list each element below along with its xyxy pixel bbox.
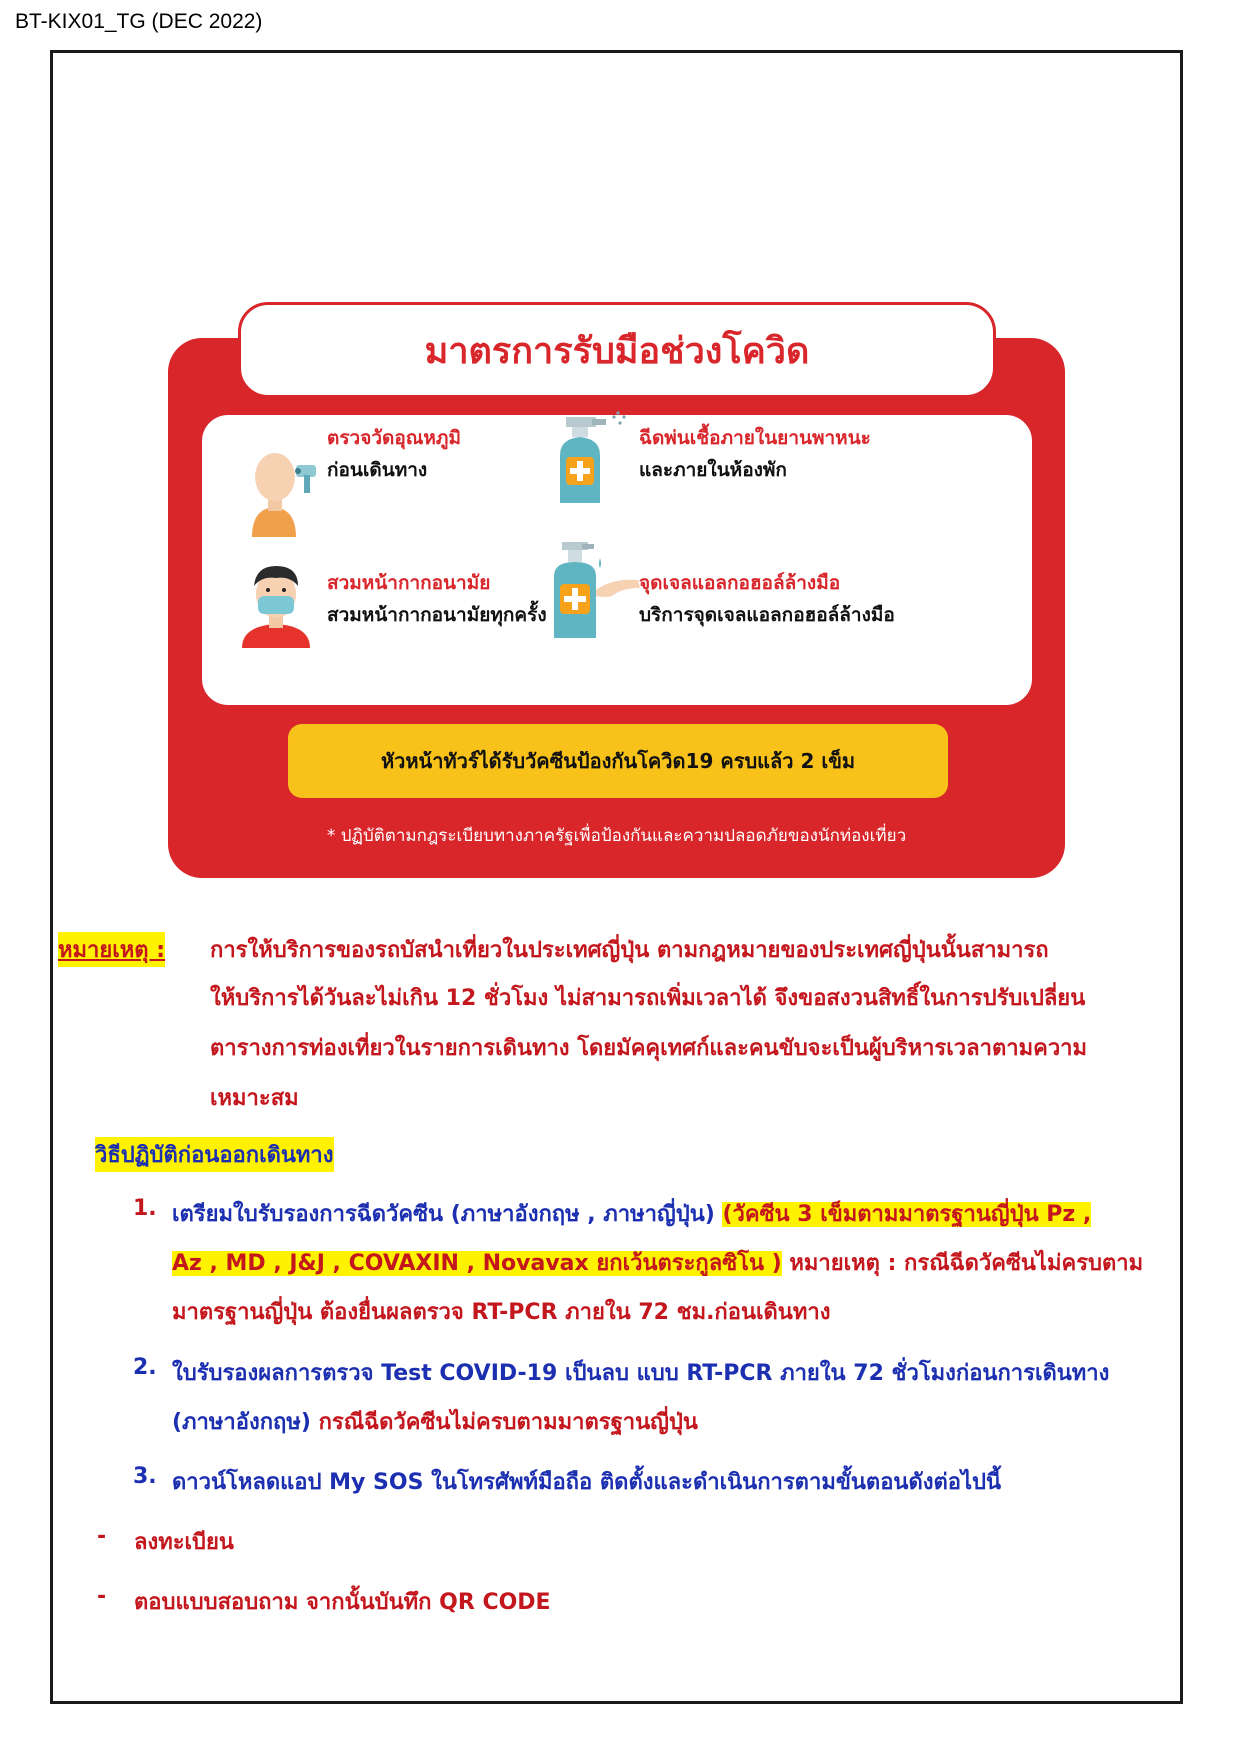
measures-panel	[202, 415, 1032, 705]
step-number: 2.	[133, 1355, 157, 1380]
covid-footnote: * ปฏิบัติตามกฎระเบียบทางภาครัฐเพื่อป้องกันและความปลอดภัยของนักท่องเที่ยว	[326, 826, 907, 846]
hand-sanitizer-icon	[552, 540, 642, 644]
step1-vaccine-highlight-cont: Az , MD , J&J , COVAXIN , Novavax ยกเว้นตระกูลซิโน )	[172, 1251, 782, 1276]
vaccine-banner-text: หัวหน้าทัวร์ได้รับวัคซีนป้องกันโควิด19 ครบแล้ว 2 เข็ม	[380, 749, 856, 773]
step1-remark: หมายเหตุ : กรณีฉีดวัคซีนไม่ครบตาม	[781, 1251, 1144, 1276]
step-number: 3.	[133, 1464, 157, 1489]
step2-language: (ภาษาอังกฤษ)	[172, 1410, 311, 1435]
bullet-dash: -	[97, 1524, 107, 1549]
step-number: 1.	[133, 1196, 157, 1221]
step1-line3: มาตรฐานญี่ปุ่น ต้องยื่นผลตรวจ RT-PCR ภายใน 72 ชม.ก่อนเดินทาง	[172, 1300, 831, 1325]
bullet-dash: -	[97, 1584, 107, 1609]
step1-text: เตรียมใบรับรองการฉีดวัคซีน (ภาษาอังกฤษ , ภาษาญี่ปุ่น)	[172, 1202, 715, 1227]
measure-mask-title: สวมหน้ากากอนามัย	[327, 572, 491, 594]
step2-line1: ใบรับรองผลการตรวจ Test COVID-19 เป็นลบ แบบ RT-PCR ภายใน 72 ชั่วโมงก่อนการเดินทาง	[172, 1361, 1110, 1386]
step3-line1: ดาวน์โหลดแอป My SOS ในโทรศัพท์มือถือ ติดตั้งและดำเนินการตามขั้นตอนดังต่อไปนี้	[172, 1470, 1002, 1495]
remark-line: ให้บริการได้วันละไม่เกิน 12 ชั่วโมง ไม่สามารถเพิ่มเวลาได้ จึงขอสงวนสิทธิ์ในการปรับเปลี่ยน	[210, 986, 1086, 1011]
measure-temperature-title: ตรวจวัดอุณหภูมิ	[327, 427, 461, 449]
procedure-heading: วิธีปฏิบัติก่อนออกเดินทาง	[95, 1137, 334, 1172]
covid-title-box	[238, 302, 996, 398]
vaccine-banner	[288, 724, 948, 798]
step1-line1	[172, 1196, 1091, 1231]
remark-line: ตารางการท่องเที่ยวในรายการเดินทาง โดยมัคคุเทศก์และคนขับจะเป็นผู้บริหารเวลาตามความ	[210, 1036, 1088, 1061]
document-code: BT-KIX01_TG (DEC 2022)	[15, 10, 263, 33]
spray-bottle-icon	[554, 395, 634, 509]
measure-sanitizer-title: จุดเจลแอลกอฮอล์ล้างมือ	[639, 572, 841, 594]
step1-vaccine-highlight: (วัคซีน 3 เข็มตามมาตรฐานญี่ปุ่น Pz ,	[722, 1202, 1092, 1227]
step2-line2	[172, 1404, 698, 1439]
remark-line: การให้บริการของรถบัสนำเที่ยวในประเทศญี่ปุ่น ตามกฎหมายของประเทศญี่ปุ่นนั้นสามารถ	[210, 938, 1049, 963]
bullet-questionnaire: ตอบแบบสอบถาม จากนั้นบันทึก QR CODE	[134, 1590, 551, 1615]
step2-condition: กรณีฉีดวัคซีนไม่ครบตามมาตรฐานญี่ปุ่น	[310, 1410, 698, 1435]
measure-spray-title: ฉีดพ่นเชื้อภายในยานพาหนะ	[639, 427, 871, 449]
remark-line: เหมาะสม	[210, 1086, 299, 1111]
bullet-register: ลงทะเบียน	[134, 1530, 234, 1555]
measure-sanitizer-desc: บริการจุดเจลแอลกอฮอล์ล้างมือ	[639, 604, 895, 626]
measure-spray-desc: และภายในห้องพัก	[639, 459, 787, 481]
face-mask-person-icon	[240, 560, 312, 652]
step1-line2	[172, 1245, 1143, 1280]
measure-temperature-desc: ก่อนเดินทาง	[327, 459, 428, 481]
measure-mask-desc: สวมหน้ากากอนามัยทุกครั้ง	[327, 604, 547, 626]
covid-title: มาตรการรับมือช่วงโควิด	[424, 330, 810, 372]
remark-label: หมายเหตุ :	[58, 932, 165, 967]
thermometer-scan-icon	[244, 447, 316, 541]
